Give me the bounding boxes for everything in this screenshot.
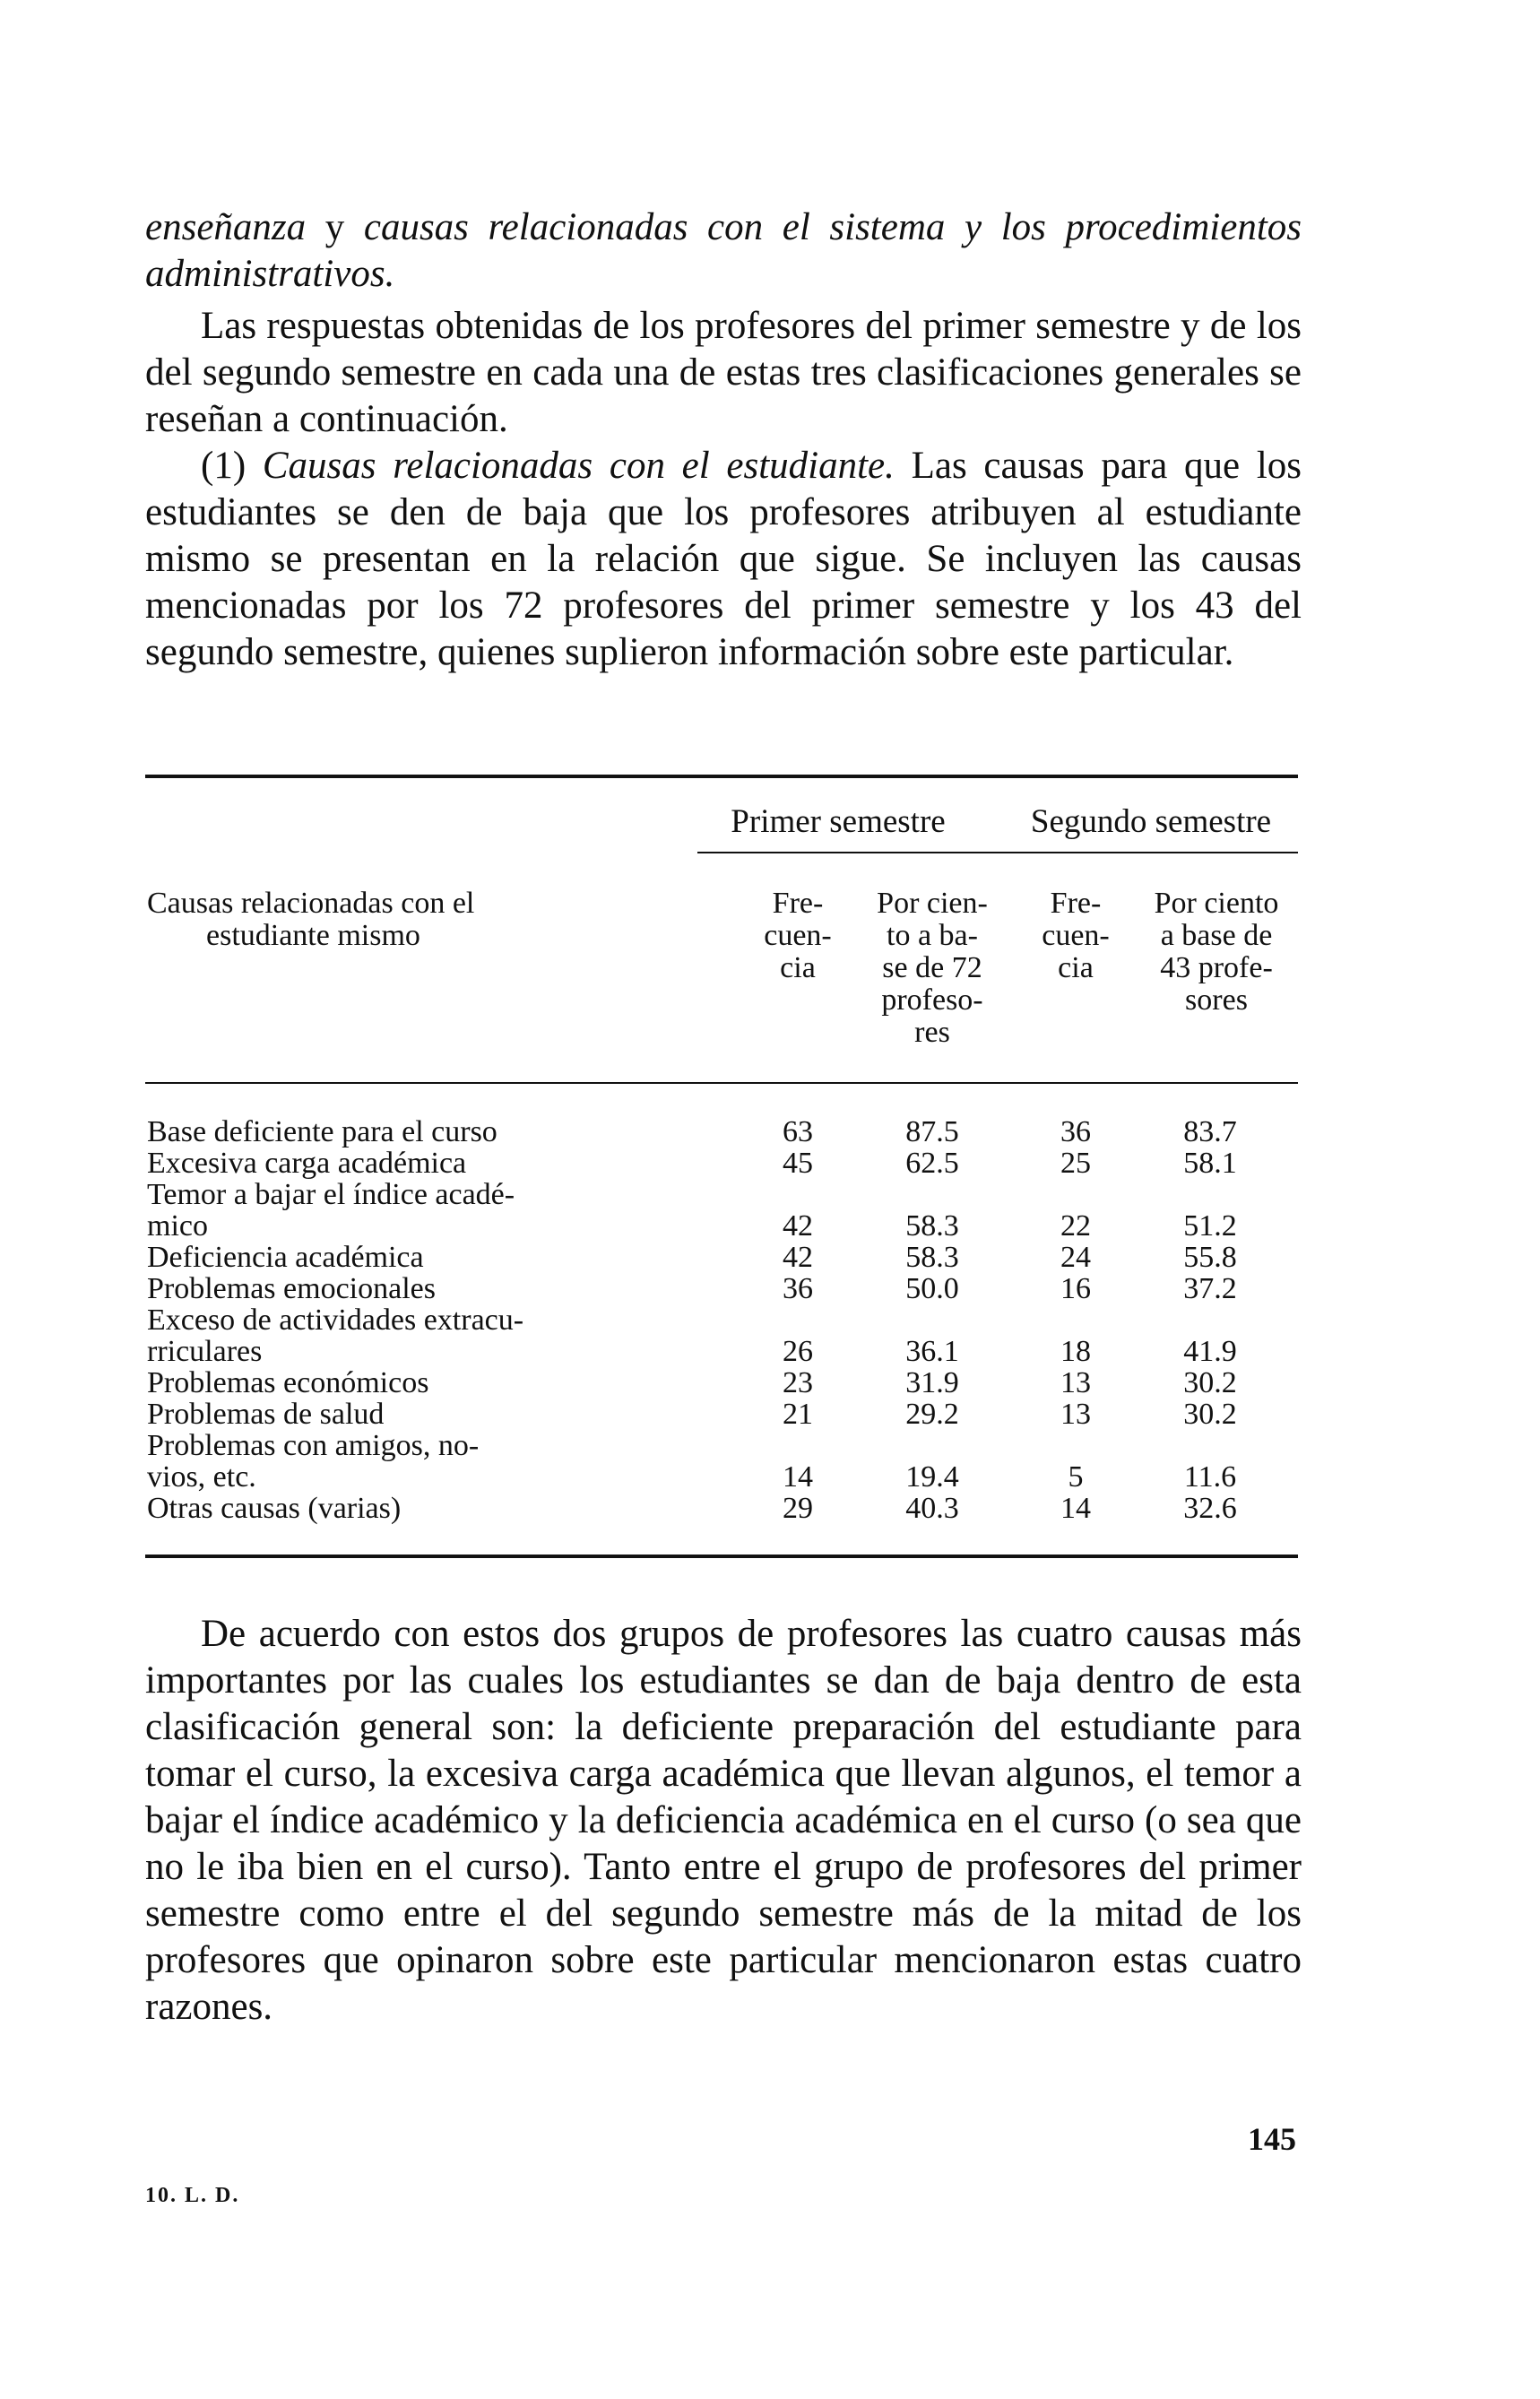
cell-pct-2: 55.8 — [1183, 1241, 1237, 1274]
cell-pct-2: 11.6 — [1183, 1460, 1237, 1494]
cell-freq-2: 18 — [1060, 1335, 1091, 1368]
cell-freq-2: 5 — [1068, 1460, 1084, 1494]
row-label: mico — [147, 1209, 208, 1243]
cell-freq-1: 45 — [783, 1147, 813, 1180]
row-label: Temor a bajar el índice acadé- — [147, 1178, 515, 1211]
cell-freq-1: 42 — [783, 1241, 813, 1274]
cell-pct-1: 58.3 — [905, 1209, 959, 1243]
paragraph-2 — [145, 303, 1302, 443]
paragraph-3 — [145, 443, 1302, 676]
cell-freq-1: 29 — [783, 1492, 813, 1525]
col-header-pct-2-l1: Por ciento — [1154, 887, 1279, 920]
cell-pct-2: 32.6 — [1183, 1492, 1237, 1525]
col-header-freq-2 — [1022, 888, 1129, 984]
group-header-rule — [697, 852, 1298, 853]
page-number: 145 — [1248, 2121, 1296, 2157]
col-header-pct-2 — [1131, 888, 1302, 1017]
paragraph-2-text: Las respuestas obtenidas de los profesores del primer semestre y de los del segundo semestre en cada una de estas tres clasificaciones generales se reseñan a continuación. — [145, 305, 1302, 440]
col-header-freq-2-l2: cuen- — [1042, 919, 1110, 952]
col-header-freq-1-l3: cia — [780, 951, 816, 984]
row-label: Problemas emocionales — [147, 1272, 436, 1305]
intro-italic-2: causas relacionadas con el sistema y los procedimientos administrativos. — [145, 206, 1302, 295]
paragraph-4 — [145, 1611, 1302, 2031]
row-label: Problemas económicos — [147, 1366, 429, 1399]
col-header-pct-2-l3: 43 profe- — [1160, 951, 1273, 984]
paragraph-3-text: Las causas para que los estudiantes se den de baja que los profesores atribuyen al estudiante mismo se presentan en la relación que sigue. Se incluyen las causas mencionadas por los 72 profesores del primer semestre y los 43 del segundo semestre, quienes suplieron información sobre este particular. — [145, 445, 1302, 673]
col-header-freq-1-l2: cuen- — [764, 919, 832, 952]
table-header-rule — [145, 1082, 1298, 1084]
row-label: Base deficiente para el curso — [147, 1115, 497, 1148]
row-label: Problemas de salud — [147, 1398, 385, 1431]
col-header-freq-2-l1: Fre- — [1050, 887, 1102, 920]
cell-pct-2: 58.1 — [1183, 1147, 1237, 1180]
col-header-causes — [147, 888, 613, 952]
cell-freq-2: 13 — [1060, 1366, 1091, 1399]
cell-freq-2: 25 — [1060, 1147, 1091, 1180]
cell-pct-2: 30.2 — [1183, 1366, 1237, 1399]
cell-freq-1: 21 — [783, 1398, 813, 1431]
table-bottom-rule — [145, 1555, 1298, 1558]
cell-pct-2: 41.9 — [1183, 1335, 1237, 1368]
table-top-rule — [145, 775, 1298, 778]
cell-pct-1: 19.4 — [905, 1460, 959, 1494]
paragraph-4-text: De acuerdo con estos dos grupos de profesores las cuatro causas más importantes por las cuales los estudiantes se dan de baja dentro de esta clasificación general son: la deficiente preparación del estudiante para tomar el curso, la excesiva carga académica que llevan algunos, el temor a bajar el índice académico y la deficiencia académica en el curso (o sea que no le iba bien en el curso). Tanto entre el grupo de profesores del primer semestre como entre el del segundo semestre más de la mitad de los profesores que opinaron sobre este particular mencionaron estas cuatro razones. — [145, 1613, 1302, 2028]
group-header-first-semester: Primer semestre — [731, 803, 946, 840]
row-label: Exceso de actividades extracu- — [147, 1303, 524, 1337]
cell-pct-1: 36.1 — [905, 1335, 959, 1368]
cell-freq-1: 36 — [783, 1272, 813, 1305]
row-label: vios, etc. — [147, 1460, 256, 1494]
col-header-pct-1 — [852, 888, 1013, 1049]
col-header-causes-l1: Causas relacionadas con el — [147, 887, 475, 920]
cell-pct-2: 30.2 — [1183, 1398, 1237, 1431]
cell-freq-2: 14 — [1060, 1492, 1091, 1525]
cell-freq-2: 24 — [1060, 1241, 1091, 1274]
cell-freq-2: 22 — [1060, 1209, 1091, 1243]
col-header-pct-2-l4: sores — [1185, 983, 1248, 1017]
cell-pct-2: 83.7 — [1183, 1115, 1237, 1148]
intro-conj: y — [306, 206, 364, 248]
row-label: Deficiencia académica — [147, 1241, 424, 1274]
section-number: (1) — [201, 445, 263, 487]
col-header-pct-1-l3: se de 72 — [882, 951, 982, 984]
cell-freq-1: 23 — [783, 1366, 813, 1399]
row-label: Otras causas (varias) — [147, 1492, 402, 1525]
col-header-pct-1-l2: to a ba- — [887, 919, 978, 952]
cell-pct-1: 40.3 — [905, 1492, 959, 1525]
cell-pct-2: 51.2 — [1183, 1209, 1237, 1243]
cell-freq-1: 14 — [783, 1460, 813, 1494]
cell-freq-1: 26 — [783, 1335, 813, 1368]
row-label: Problemas con amigos, no- — [147, 1429, 480, 1462]
cell-pct-1: 62.5 — [905, 1147, 959, 1180]
row-label: Excesiva carga académica — [147, 1147, 467, 1180]
col-header-freq-1 — [744, 888, 852, 984]
intro-italic-1: enseñanza — [145, 206, 307, 248]
col-header-freq-2-l3: cia — [1058, 951, 1094, 984]
cell-pct-1: 58.3 — [905, 1241, 959, 1274]
cell-pct-1: 87.5 — [905, 1115, 959, 1148]
col-header-causes-l2: estudiante mismo — [206, 919, 420, 952]
signature-mark: 10. L. D. — [145, 2184, 240, 2207]
cell-freq-2: 36 — [1060, 1115, 1091, 1148]
col-header-pct-2-l2: a base de — [1160, 919, 1273, 952]
intro-paragraph — [145, 204, 1302, 298]
col-header-pct-1-l4: profeso- — [881, 983, 983, 1017]
cell-freq-2: 16 — [1060, 1272, 1091, 1305]
group-header-second-semester: Segundo semestre — [1030, 803, 1272, 840]
row-label: rriculares — [147, 1335, 263, 1368]
cell-pct-1: 31.9 — [905, 1366, 959, 1399]
cell-freq-1: 42 — [783, 1209, 813, 1243]
cell-freq-1: 63 — [783, 1115, 813, 1148]
cell-pct-1: 50.0 — [905, 1272, 959, 1305]
col-header-pct-1-l1: Por cien- — [877, 887, 988, 920]
cell-pct-2: 37.2 — [1183, 1272, 1237, 1305]
col-header-pct-1-l5: res — [914, 1016, 950, 1049]
section-heading: Causas relacionadas con el estudiante. — [262, 445, 895, 487]
cell-freq-2: 13 — [1060, 1398, 1091, 1431]
cell-pct-1: 29.2 — [905, 1398, 959, 1431]
col-header-freq-1-l1: Fre- — [772, 887, 824, 920]
